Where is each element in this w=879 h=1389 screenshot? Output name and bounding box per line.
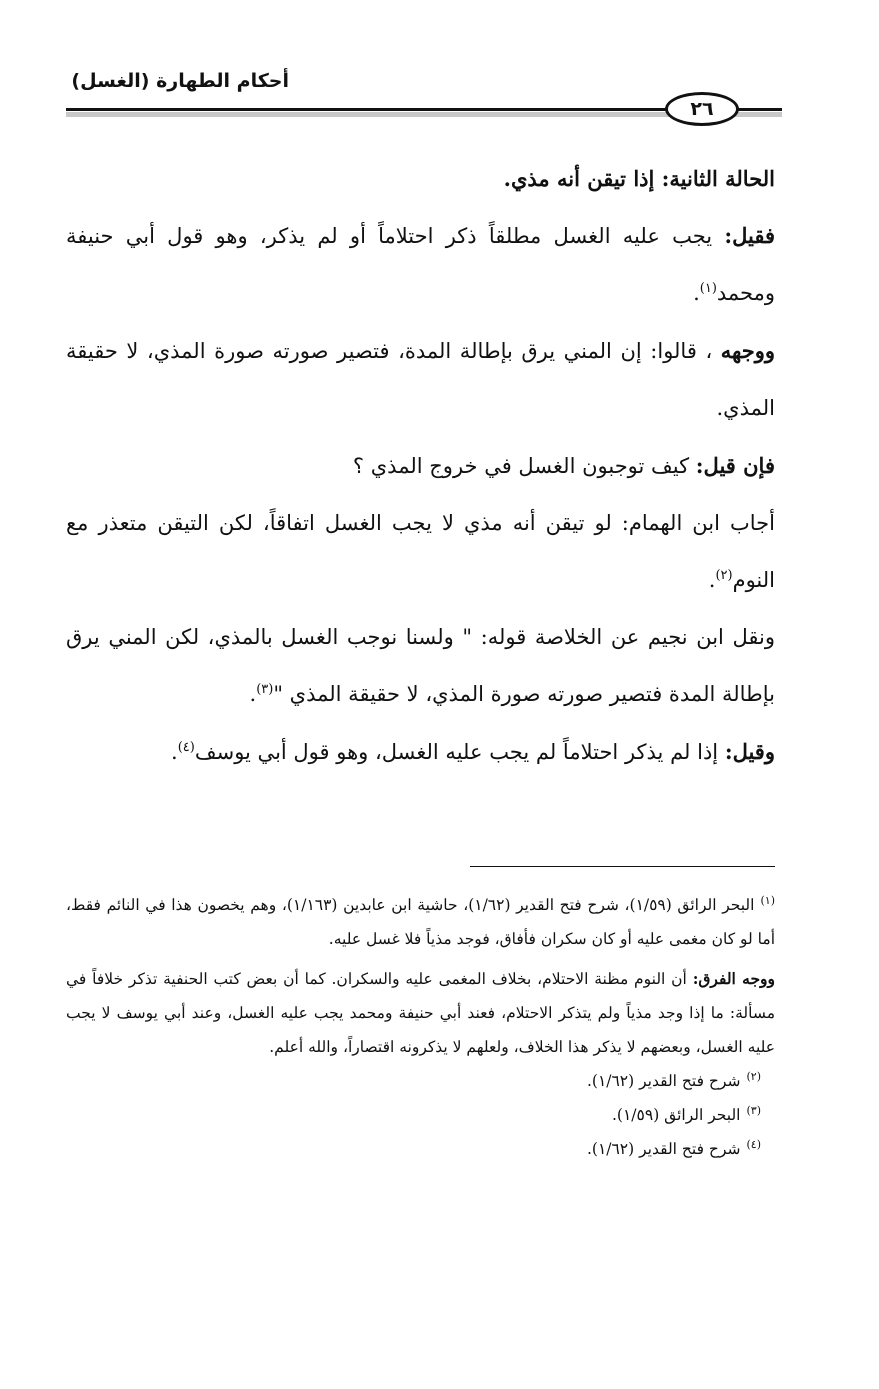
footnote-4-text: شرح فتح القدير (١/٦٢).	[586, 1140, 741, 1158]
paragraph-1: فقيل: يجب عليه الغسل مطلقاً ذكر احتلاماً أو لم يذكر، وهو قول أبي حنيفة ومحمد$^{(١)}$.	[66, 223, 775, 305]
paragraph-3-text: كيف توجبون الغسل في خروج المذي ؟	[352, 454, 696, 478]
footnote-4	[66, 1132, 775, 1166]
paragraph-5-text: ونقل ابن نجيم عن الخلاصة قوله: " ولسنا نوجب الغسل بالمذي، لكن المني يرق بإطالة المدة فتصير صورته صورة المذي، لا حقيقة المذي "	[66, 625, 775, 706]
footnote-ref-4[interactable]: (٤)	[177, 740, 195, 755]
footnote-1-keyword: ووجه الفرق:	[692, 969, 775, 988]
footnote-3-number: (٣)	[746, 1103, 761, 1117]
footnote-3-text: البحر الرائق (١/٥٩).	[612, 1106, 741, 1124]
footnote-3	[66, 1098, 775, 1132]
paragraph-2	[66, 322, 775, 437]
paragraph-3	[66, 437, 775, 495]
paragraph-3-keyword: فإن قيل:	[695, 453, 775, 478]
footnote-2	[66, 1064, 775, 1098]
paragraph-1-keyword: فقيل:	[724, 223, 775, 248]
paragraph-6-keyword: وقيل:	[724, 739, 775, 764]
footnote-1	[66, 888, 775, 956]
main-text	[66, 150, 775, 781]
paragraph-6: وقيل: إذا لم يذكر احتلاماً لم يجب عليه الغسل، وهو قول أبي يوسف$^{(٤)}$.	[171, 739, 775, 764]
footnote-1-continued-text: أن النوم مظنة الاحتلام، بخلاف المغمى عليه والسكران. كما أن بعض كتب الحنفية تذكر خلافاً في مسألة: ما إذا وجد مذياً ولم يتذكر الاحتلام، فعند أبي حنيفة ومحمد يجب عليه الغسل، وعند أبي يوسف لا يجب عليه الغسل، وبعضهم لا يذكر هذا الخلاف، ولعلهم لا يذكرونه اقتصاراً، والله أعلم.	[66, 970, 775, 1056]
page-number: ٢٦	[665, 92, 739, 126]
section-heading: الحالة الثانية: إذا تيقن أنه مذي.	[503, 166, 775, 191]
footnote-2-number: (٢)	[746, 1069, 761, 1083]
footnote-ref-3[interactable]: (٣)	[256, 682, 274, 697]
paragraph-1-text: يجب عليه الغسل مطلقاً ذكر احتلاماً أو لم يذكر، وهو قول أبي حنيفة ومحمد	[66, 224, 775, 305]
footnote-separator	[470, 866, 775, 867]
footnote-1-number: (١)	[760, 893, 775, 907]
footnote-4-number: (٤)	[746, 1137, 761, 1151]
paragraph-2-text: ، قالوا: إن المني يرق بإطالة المدة، فتصير صورته صورة المذي، لا حقيقة المذي.	[66, 339, 775, 420]
footnotes	[66, 888, 775, 1166]
running-title: أحكام الطهارة (الغسل)	[71, 70, 289, 92]
paragraph-5: ونقل ابن نجيم عن الخلاصة قوله: " ولسنا نوجب الغسل بالمذي، لكن المني يرق بإطالة المدة فتصير صورته صورة المذي، لا حقيقة المذي "$^{(٣)}$.	[66, 625, 775, 706]
footnote-1-continued	[66, 962, 775, 1064]
paragraph-4: أجاب ابن الهمام: لو تيقن أنه مذي لا يجب الغسل اتفاقاً، لكن التيقن متعذر مع النوم$^{(٢)}$.	[66, 511, 775, 592]
footnote-ref-1[interactable]: (١)	[699, 281, 717, 296]
footnote-1-text: البحر الرائق (١/٥٩)، شرح فتح القدير (١/٦٢)، حاشية ابن عابدين (١/١٦٣)، وهم يخصون هذا في النائم فقط، أما لو كان مغمى عليه أو كان سكران فأفاق، فوجد مذياً فلا غسل عليه.	[66, 896, 775, 948]
footnote-ref-2[interactable]: (٢)	[715, 568, 733, 583]
paragraph-4-text: أجاب ابن الهمام: لو تيقن أنه مذي لا يجب الغسل اتفاقاً، لكن التيقن متعذر مع النوم	[66, 511, 775, 592]
paragraph-6-text: إذا لم يذكر احتلاماً لم يجب عليه الغسل، وهو قول أبي يوسف	[194, 740, 725, 764]
footnote-2-text: شرح فتح القدير (١/٦٢).	[586, 1072, 741, 1090]
paragraph-2-keyword: ووجهه	[720, 338, 775, 363]
